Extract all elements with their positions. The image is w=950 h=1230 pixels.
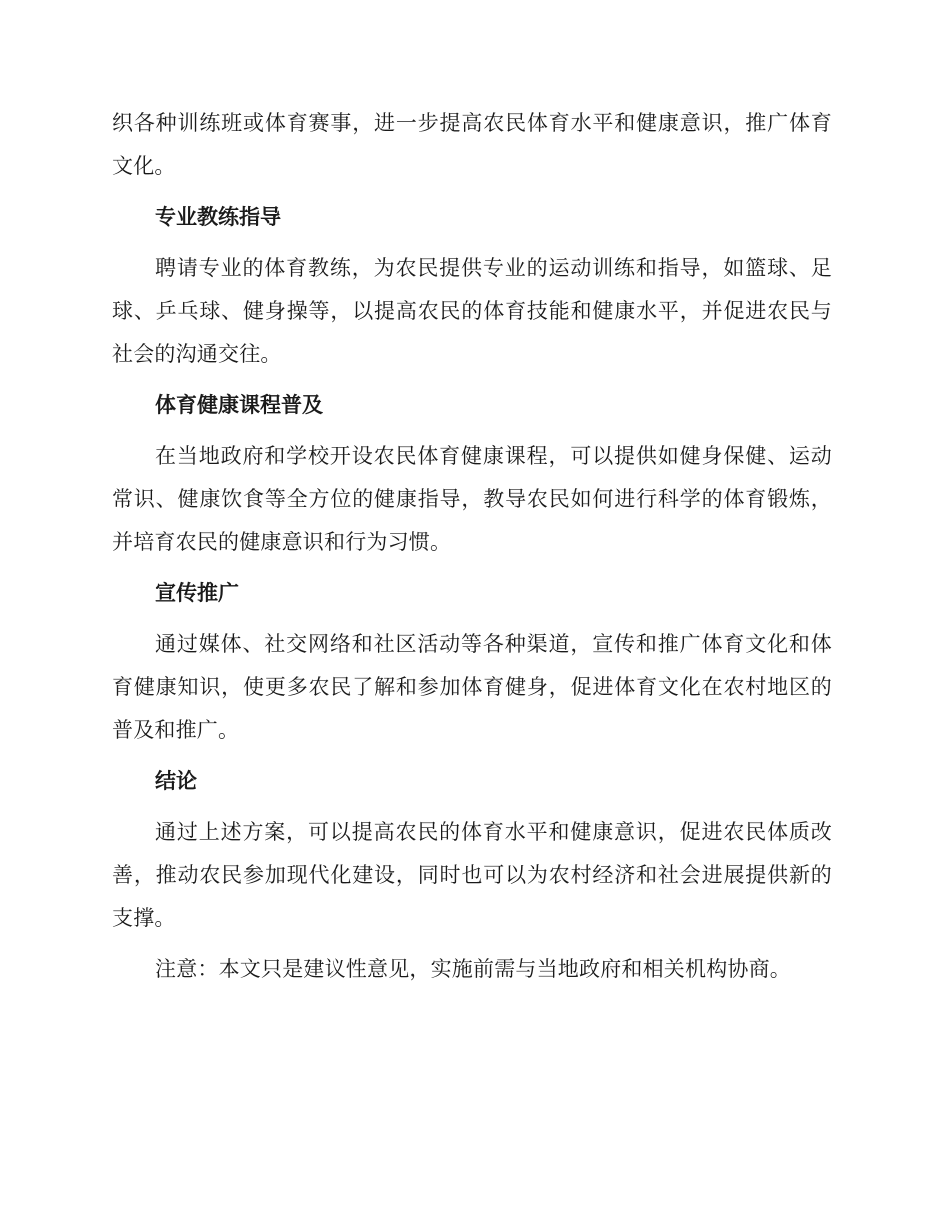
section-heading-health-course: 体育健康课程普及: [155, 393, 323, 417]
section-body-coach: 聘请专业的体育教练，为农民提供专业的运动训练和指导，如篮球、足球、乒乓球、健身操等，以提高农民的体育技能和健康水平，并促进农民与社会的沟通交往。: [112, 256, 832, 366]
section-body-health-course: 在当地政府和学校开设农民体育健康课程，可以提供如健身保健、运动常识、健康饮食等全方位的健康指导，教导农民如何进行科学的体育锻炼，并培育农民的健康意识和行为习惯。: [112, 444, 832, 554]
note-paragraph: 注意：本文只是建议性意见，实施前需与当地政府和相关机构协商。: [155, 957, 791, 981]
document-page: [112, 102, 832, 999]
section-body-promotion: 通过媒体、社交网络和社区活动等各种渠道，宣传和推广体育文化和体育健康知识，使更多农民了解和参加体育健身，促进体育文化在农村地区的普及和推广。: [112, 632, 832, 742]
intro-paragraph-continuation: 织各种训练班或体育赛事，进一步提高农民体育水平和健康意识，推广体育文化。: [112, 111, 832, 178]
section-body-conclusion: 通过上述方案，可以提高农民的体育水平和健康意识，促进农民体质改善，推动农民参加现代化建设，同时也可以为农村经济和社会进展提供新的支撑。: [112, 820, 832, 930]
section-heading-promotion: 宣传推广: [155, 581, 239, 605]
section-heading-conclusion: 结论: [155, 769, 197, 793]
section-heading-coach: 专业教练指导: [155, 205, 281, 229]
